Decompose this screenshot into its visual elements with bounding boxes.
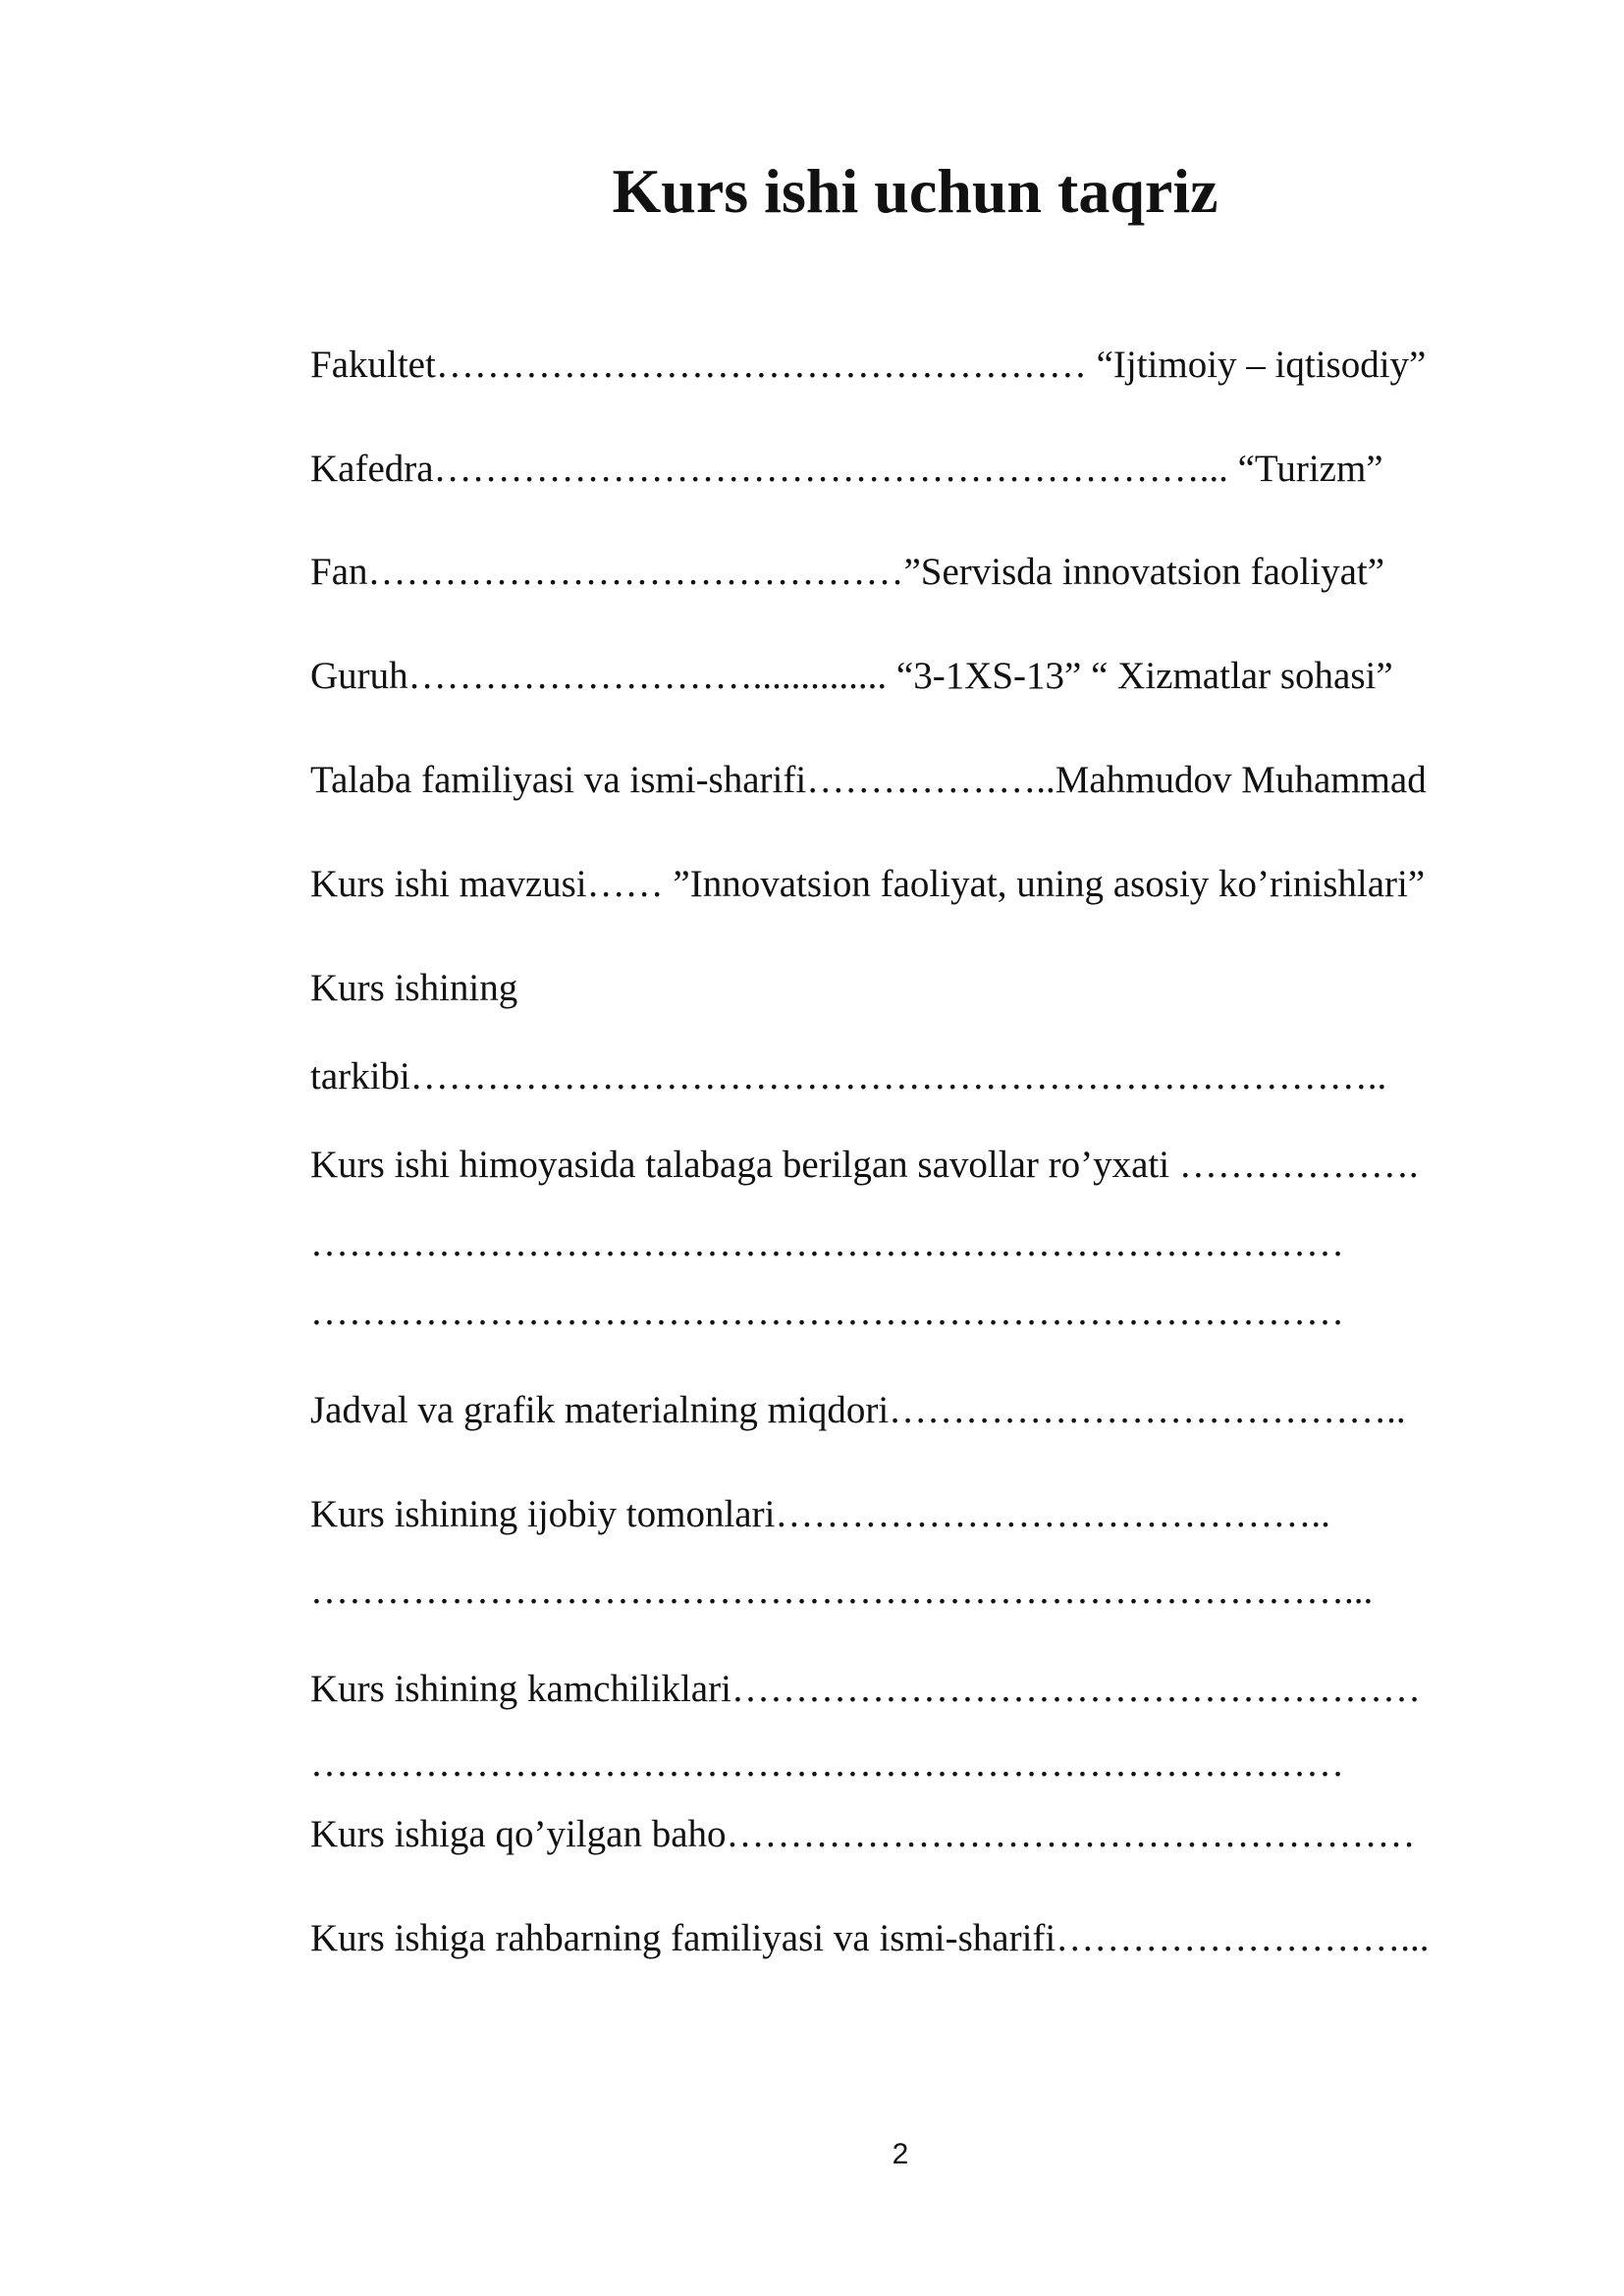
department-line: Kafedra……………………………………………………... “Turizm” (310, 448, 1383, 490)
questions-dots-line-1: ……………………………………………………………………… (310, 1222, 1344, 1264)
student-name-line: Talaba familiyasi va ismi-sharifi………………..Mahmudov Muhammad (310, 759, 1427, 801)
page-number: 2 (892, 2138, 909, 2170)
grade-line: Kurs ishiga qo’yilgan baho……………………………………………… (310, 1813, 1416, 1855)
questions-line: Kurs ishi himoyasida talabaga berilgan savollar ro’yxati ………………. (310, 1144, 1419, 1186)
positive-aspects-dots-line: ………………………………………………………………………... (310, 1570, 1374, 1612)
subject-line: Fan……………………………………”Servisda innovatsion faoliyat” (310, 551, 1385, 593)
page-title: Kurs ishi uchun taqriz (612, 156, 1218, 226)
questions-dots-line-2: ……………………………………………………………………… (310, 1291, 1344, 1333)
supervisor-line: Kurs ishiga rahbarning familiyasi va ismi-sharifi………………………... (310, 1917, 1430, 1959)
group-line: Guruh……………………….............. “3-1XS-13” “ Xizmatlar sohasi” (310, 655, 1393, 697)
faculty-line: Fakultet…………………………………………… “Ijtimoiy – iqtisodiy” (310, 344, 1427, 386)
positive-aspects-line: Kurs ishining ijobiy tomonlari…………………………………….. (310, 1493, 1330, 1535)
shortcomings-line: Kurs ishining kamchiliklari……………………………………………… (310, 1668, 1421, 1710)
topic-line: Kurs ishi mavzusi…… ”Innovatsion faoliyat, uning asosiy ko’rinishlari” (310, 863, 1426, 905)
structure-label-line: Kurs ishining (310, 967, 518, 1009)
tables-graphics-line: Jadval va grafik materialning miqdori………………………………….. (310, 1389, 1406, 1431)
structure-dots-line: tarkibi………………………………………………………………….. (310, 1055, 1387, 1097)
shortcomings-dots-line: ……………………………………………………………………… (310, 1742, 1344, 1785)
